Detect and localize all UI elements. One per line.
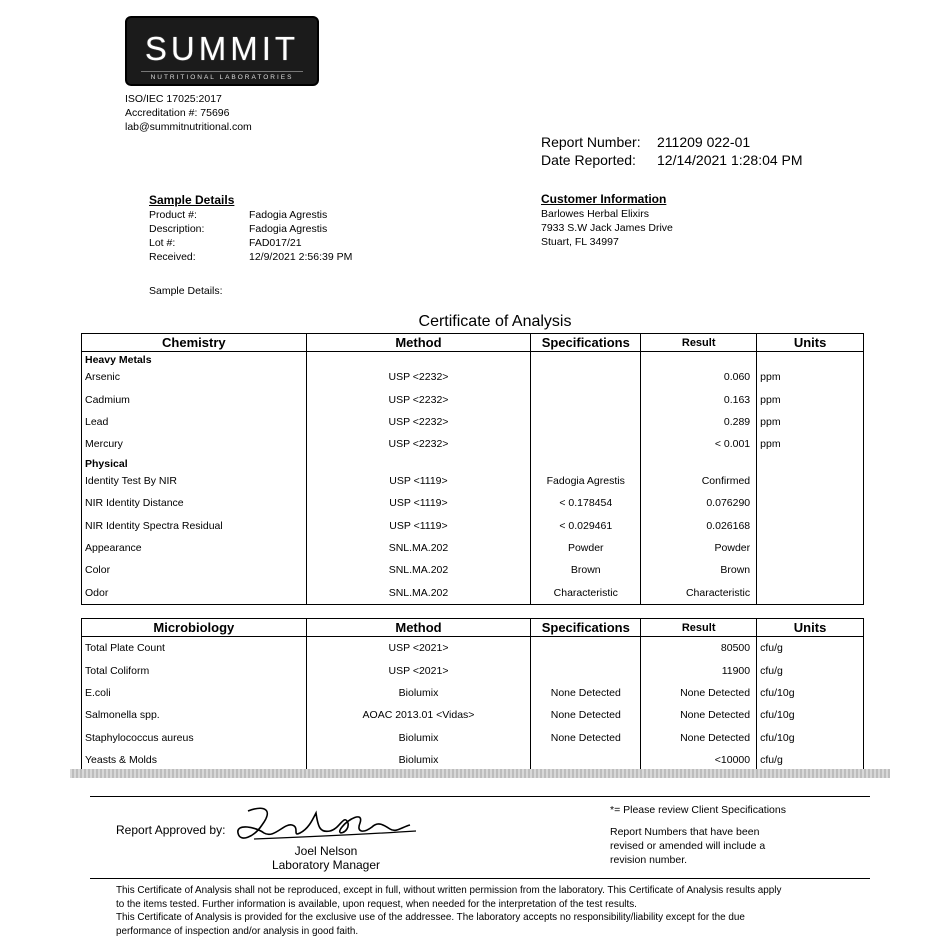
report-info xyxy=(541,133,803,169)
test-result: <10000 xyxy=(641,749,757,772)
test-name: Mercury xyxy=(82,433,307,455)
disclaimer-line: This Certificate of Analysis is provided for the exclusive use of the addressee. The laboratory accepts no responsibility/liability except for the due xyxy=(116,912,745,923)
report-number-label: Report Number: xyxy=(541,134,641,150)
test-units: cfu/g xyxy=(757,749,864,772)
date-reported-label: Date Reported: xyxy=(541,152,636,168)
col-header: Units xyxy=(757,619,864,637)
test-units xyxy=(757,582,864,605)
test-method: USP <2021> xyxy=(306,637,531,660)
sample-row xyxy=(149,250,352,264)
report-number-value: 211209 022-01 xyxy=(657,134,751,150)
approver-title: Laboratory Manager xyxy=(271,858,381,872)
section-row xyxy=(82,352,864,367)
col-header: Specifications xyxy=(531,334,641,352)
col-header: Specifications xyxy=(531,619,641,637)
test-spec: Fadogia Agrestis xyxy=(531,470,641,492)
test-name: Cadmium xyxy=(82,388,307,410)
test-method: SNL.MA.202 xyxy=(306,537,531,559)
accreditation-line: Accreditation #: 75696 xyxy=(125,107,230,119)
test-method: SNL.MA.202 xyxy=(306,582,531,605)
test-units: ppm xyxy=(757,388,864,410)
section-label: Heavy Metals xyxy=(82,352,307,367)
table-row xyxy=(82,366,864,388)
table-row xyxy=(82,388,864,410)
table-row xyxy=(82,727,864,749)
date-reported-value: 12/14/2021 1:28:04 PM xyxy=(657,152,803,168)
table-row xyxy=(82,704,864,726)
approver-block xyxy=(270,844,382,872)
test-result: None Detected xyxy=(641,704,757,726)
test-method: USP <1119> xyxy=(306,492,531,514)
test-spec: None Detected xyxy=(531,682,641,704)
test-result: 0.026168 xyxy=(641,514,757,536)
footer-divider xyxy=(90,796,870,797)
test-method: USP <2021> xyxy=(306,659,531,681)
table-row xyxy=(82,433,864,455)
test-name: Color xyxy=(82,559,307,581)
test-name: Appearance xyxy=(82,537,307,559)
sample-row xyxy=(149,222,352,236)
table-row xyxy=(82,659,864,681)
logo-subtitle: NUTRITIONAL LABORATORIES xyxy=(141,71,303,81)
section-label: Physical xyxy=(82,456,307,470)
col-header: Method xyxy=(306,619,531,637)
sample-details-label: Sample Details: xyxy=(149,285,223,297)
test-method: AOAC 2013.01 <Vidas> xyxy=(306,704,531,726)
test-spec xyxy=(531,659,641,681)
table-row xyxy=(82,514,864,536)
test-method: USP <2232> xyxy=(306,411,531,433)
test-method: USP <2232> xyxy=(306,366,531,388)
revision-note-line: revision number. xyxy=(610,854,688,866)
test-units xyxy=(757,492,864,514)
test-result: None Detected xyxy=(641,727,757,749)
sample-value: Fadogia Agrestis xyxy=(249,209,328,221)
test-units: cfu/10g xyxy=(757,727,864,749)
test-result: Brown xyxy=(641,559,757,581)
sample-details xyxy=(149,193,352,264)
test-units: cfu/10g xyxy=(757,704,864,726)
test-result: 0.163 xyxy=(641,388,757,410)
col-header: Chemistry xyxy=(82,334,307,352)
test-name: NIR Identity Spectra Residual xyxy=(82,514,307,536)
sample-key: Lot #: xyxy=(149,237,176,249)
col-header: Result xyxy=(641,334,757,352)
test-name: Staphylococcus aureus xyxy=(82,727,307,749)
test-method: Biolumix xyxy=(306,682,531,704)
test-spec xyxy=(531,366,641,388)
test-name: NIR Identity Distance xyxy=(82,492,307,514)
test-spec: < 0.029461 xyxy=(531,514,641,536)
col-header: Units xyxy=(757,334,864,352)
table-row xyxy=(82,411,864,433)
test-units xyxy=(757,514,864,536)
customer-city: Stuart, FL 34997 xyxy=(541,236,619,248)
sample-details-heading: Sample Details xyxy=(149,193,235,207)
test-name: E.coli xyxy=(82,682,307,704)
test-units: cfu/10g xyxy=(757,682,864,704)
test-result: 0.060 xyxy=(641,366,757,388)
test-name: Total Coliform xyxy=(82,659,307,681)
scan-shading xyxy=(70,769,890,778)
test-result: Powder xyxy=(641,537,757,559)
test-name: Arsenic xyxy=(82,366,307,388)
customer-address: 7933 S.W Jack James Drive xyxy=(541,222,673,234)
customer-name: Barlowes Herbal Elixirs xyxy=(541,208,649,220)
sample-row xyxy=(149,236,352,250)
test-method: SNL.MA.202 xyxy=(306,559,531,581)
client-spec-note: *= Please review Client Specifications xyxy=(610,804,786,816)
footer-divider xyxy=(90,878,870,879)
test-method: Biolumix xyxy=(306,749,531,772)
disclaimer xyxy=(116,884,916,938)
table-row xyxy=(82,537,864,559)
test-method: USP <2232> xyxy=(306,433,531,455)
test-method: USP <1119> xyxy=(306,514,531,536)
test-name: Total Plate Count xyxy=(82,637,307,660)
test-spec xyxy=(531,433,641,455)
test-spec: Characteristic xyxy=(531,582,641,605)
disclaimer-line: to the items tested. Further information is available, upon request, when needed for the interpretation of the test results. xyxy=(116,898,637,910)
col-header: Method xyxy=(306,334,531,352)
lab-logo xyxy=(125,16,319,86)
col-header: Microbiology xyxy=(82,619,307,637)
test-spec: Brown xyxy=(531,559,641,581)
iso-line: ISO/IEC 17025:2017 xyxy=(125,93,222,105)
test-result: < 0.001 xyxy=(641,433,757,455)
certificate-title: Certificate of Analysis xyxy=(418,313,572,330)
table-row xyxy=(82,492,864,514)
sample-value: Fadogia Agrestis xyxy=(249,223,328,235)
sample-value: FAD017/21 xyxy=(249,237,302,249)
microbiology-table xyxy=(81,618,864,772)
customer-heading: Customer Information xyxy=(541,192,667,206)
approver-name: Joel Nelson xyxy=(294,844,358,858)
test-method: USP <2232> xyxy=(306,388,531,410)
sample-key: Received: xyxy=(149,251,196,263)
section-row xyxy=(82,456,864,470)
sample-key: Description: xyxy=(149,223,205,235)
test-result: 0.076290 xyxy=(641,492,757,514)
disclaimer-line: This Certificate of Analysis shall not be reproduced, except in full, without written permission from the laboratory. This Certificate of Analysis results apply xyxy=(116,885,782,896)
test-units: ppm xyxy=(757,411,864,433)
revision-note-line: Report Numbers that have been xyxy=(610,826,760,838)
table-row xyxy=(82,470,864,492)
test-spec: Powder xyxy=(531,537,641,559)
revision-note-line: revised or amended will include a xyxy=(610,840,766,852)
sample-key: Product #: xyxy=(149,209,197,221)
test-name: Identity Test By NIR xyxy=(82,470,307,492)
test-units: ppm xyxy=(757,433,864,455)
test-units xyxy=(757,537,864,559)
test-units: cfu/g xyxy=(757,637,864,660)
test-spec xyxy=(531,411,641,433)
test-name: Odor xyxy=(82,582,307,605)
test-units xyxy=(757,470,864,492)
test-units: ppm xyxy=(757,366,864,388)
test-units: cfu/g xyxy=(757,659,864,681)
table-row xyxy=(82,559,864,581)
disclaimer-line: performance of inspection and/or analysis in good faith. xyxy=(116,925,359,937)
test-result: None Detected xyxy=(641,682,757,704)
table-row xyxy=(82,637,864,660)
table-row xyxy=(82,582,864,605)
test-spec: None Detected xyxy=(531,704,641,726)
test-spec xyxy=(531,637,641,660)
test-result: 0.289 xyxy=(641,411,757,433)
lab-info xyxy=(125,92,252,134)
approved-by-label: Report Approved by: xyxy=(116,823,226,837)
test-name: Salmonella spp. xyxy=(82,704,307,726)
test-spec: None Detected xyxy=(531,727,641,749)
test-name: Yeasts & Molds xyxy=(82,749,307,772)
customer-info xyxy=(541,192,673,249)
test-result: Confirmed xyxy=(641,470,757,492)
col-header: Result xyxy=(641,619,757,637)
revision-note xyxy=(610,825,765,867)
test-name: Lead xyxy=(82,411,307,433)
sample-value: 12/9/2021 2:56:39 PM xyxy=(249,251,353,263)
test-method: Biolumix xyxy=(306,727,531,749)
test-result: Characteristic xyxy=(641,582,757,605)
chemistry-table xyxy=(81,333,864,605)
test-spec: < 0.178454 xyxy=(531,492,641,514)
sample-row xyxy=(149,208,352,222)
test-units xyxy=(757,559,864,581)
test-result: 11900 xyxy=(641,659,757,681)
logo-brand: SUMMIT xyxy=(144,30,300,67)
test-result: 80500 xyxy=(641,637,757,660)
test-spec xyxy=(531,388,641,410)
test-method: USP <1119> xyxy=(306,470,531,492)
table-row xyxy=(82,682,864,704)
lab-email: lab@summitnutritional.com xyxy=(125,121,252,133)
